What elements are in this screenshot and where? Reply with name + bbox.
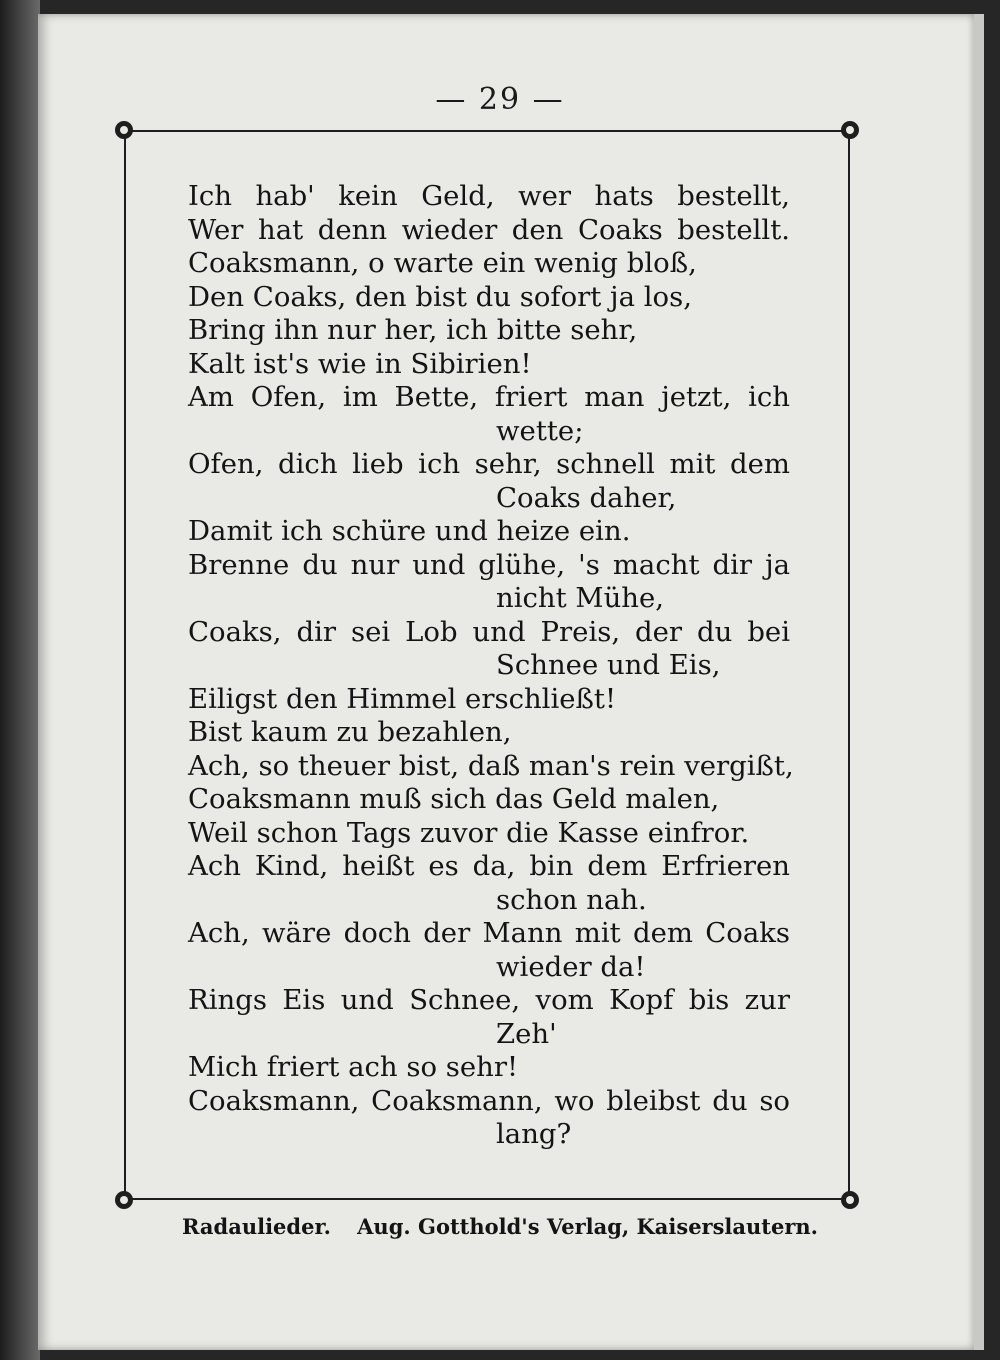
poem-line-continuation: Zeh' — [496, 1017, 557, 1050]
frame-corner-ornament — [841, 1191, 859, 1209]
poem-line: Damit ich schüre und heize ein. — [188, 515, 631, 547]
frame-corner-ornament — [115, 121, 133, 139]
book-spine-edge — [0, 0, 40, 1360]
frame-corner-ornament — [115, 1191, 133, 1209]
footer-publisher: Aug. Gotthold's Verlag, Kaiserslautern. — [357, 1214, 818, 1239]
poem-line-continuation: wette; — [496, 414, 584, 447]
poem-line-continuation: lang? — [496, 1118, 572, 1150]
poem-line: Coaksmann, o warte ein wenig bloß, — [188, 247, 697, 279]
poem-line: Den Coaks, den bist du sofort ja los, — [188, 280, 692, 313]
poem-line: Am Ofen, im Bette, friert man jetzt, ich — [188, 381, 790, 413]
poem-line: Bist kaum zu bezahlen, — [188, 716, 512, 748]
poem-line-continuation: wieder da! — [496, 950, 646, 983]
footer-title: Radaulieder. — [182, 1214, 331, 1239]
page-footer — [182, 1214, 818, 1239]
poem-line: Ich hab' kein Geld, wer hats bestellt, — [188, 180, 790, 212]
poem-line: Rings Eis und Schnee, vom Kopf bis zur — [188, 984, 790, 1016]
frame-corner-ornament — [841, 121, 859, 139]
poem-line-continuation: Coaks daher, — [496, 481, 677, 514]
poem-line-continuation: schon nah. — [496, 883, 647, 916]
poem-line: Coaksmann, Coaksmann, wo bleibst du so — [188, 1084, 790, 1117]
poem-text — [188, 180, 794, 1152]
poem-line: Weil schon Tags zuvor die Kasse einfror. — [188, 816, 750, 849]
poem-line: Coaks, dir sei Lob und Preis, der du bei — [188, 615, 790, 648]
poem-line: Ach Kind, heißt es da, bin dem Erfrieren — [188, 850, 790, 882]
page-edge — [974, 14, 984, 1350]
poem-line-continuation: Schnee und Eis, — [496, 649, 721, 681]
poem-line: Coaksmann muß sich das Geld malen, — [188, 783, 720, 815]
poem-line: Mich friert ach so sehr! — [188, 1051, 519, 1083]
poem-line: Ofen, dich lieb ich sehr, schnell mit dem — [188, 448, 790, 480]
page-number: — 29 — — [435, 82, 565, 117]
poem-line: Ach, so theuer bist, daß man's rein vergißt, — [188, 749, 794, 782]
poem-line: Kalt ist's wie in Sibirien! — [188, 347, 532, 380]
poem-line: Eiligst den Himmel erschließt! — [188, 682, 617, 715]
poem-line: Brenne du nur und glühe, 's macht dir ja — [188, 548, 790, 581]
poem-line: Ach, wäre doch der Mann mit dem Coaks — [188, 917, 790, 949]
poem-line: Wer hat denn wieder den Coaks bestellt. — [188, 213, 790, 246]
poem-line: Bring ihn nur her, ich bitte sehr, — [188, 314, 638, 346]
poem-line-continuation: nicht Mühe, — [496, 582, 665, 614]
